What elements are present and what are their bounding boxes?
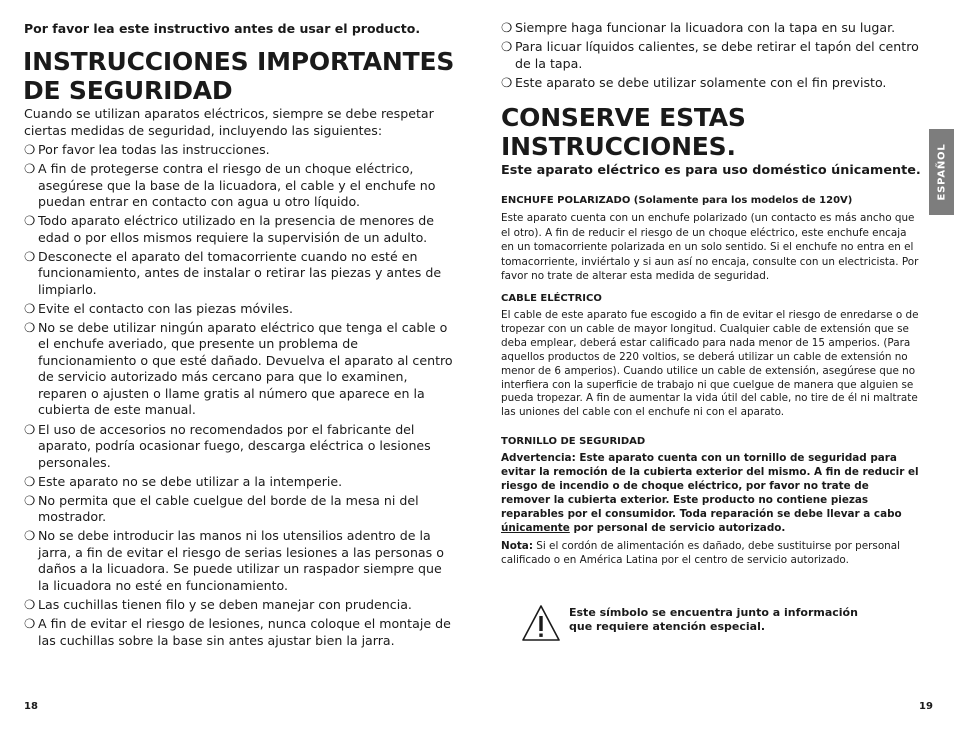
safety-screw-heading: TORNILLO DE SEGURIDAD [501, 436, 646, 447]
bullet-icon: ❍ [24, 421, 36, 437]
bullet-icon: ❍ [24, 300, 36, 316]
page-number-right: 19 [919, 701, 933, 712]
bullet-icon: ❍ [501, 39, 513, 55]
bullet-icon: ❍ [24, 616, 36, 632]
list-item: ❍ Este aparato se debe utilizar solamente con el fin previsto. [501, 74, 887, 90]
warning-triangle-icon [521, 604, 561, 642]
power-cord-text: El cable de este aparato fue escogido a fin de evitar el riesgo de enredarse o de tropezar con un cable de mayor longitud. Cualquier cable de extensión que se deba emplear, deberá estar calificado para nada menor de 15 amperios. (Para aquellos productos de 220 voltios, se deberá utilizar un cable de extensión no menor de 6 amperios). Cuando utilice un cable de extensión, asegúrese que no interfiera con la superficie de trabajo ni que cuelgue de manera que alguien se pueda tropezar. A fin de aumentar la vida útil del cable, no tire de él ni maltrate las uniones del cable con el enchufe ni con el aparato. [501, 309, 919, 419]
list-item: ❍ No permita que el cable cuelgue del borde de la mesa ni del mostrador. [24, 492, 419, 525]
save-heading-line-2: INSTRUCCIONES. [501, 132, 736, 161]
list-item: ❍ No se debe utilizar ningún aparato eléctrico que tenga el cable o el enchufe averiado, que presente un problema de funcionamiento o que esté dañado. Devuelva el aparato al centro de servicio autorizado más cercano para que lo examinen, reparen o ajusten o llame gratis al número que aparece en la cubierta de este manual. [24, 319, 453, 418]
list-item: ❍ Este aparato no se debe utilizar a la intemperie. [24, 473, 343, 489]
bullet-icon: ❍ [24, 492, 36, 508]
lead-notice: Por favor lea este instructivo antes de usar el producto. [24, 21, 421, 36]
bullet-icon: ❍ [24, 142, 36, 157]
safety-list [24, 142, 456, 652]
polarized-plug-heading: ENCHUFE POLARIZADO (Solamente para los modelos de 120V) [501, 195, 853, 206]
bullet-icon: ❍ [24, 596, 36, 612]
list-item: ❍ Las cuchillas tienen filo y se deben manejar con prudencia. [24, 596, 412, 612]
polarized-plug-text: Este aparato cuenta con un enchufe polarizado (un contacto es más ancho que el otro). A fin de reducir el riesgo de un choque eléctrico, este enchufe encaja en un tomacorriente polarizada en un solo sentido. Si el enchufe no entra en el tomacorriente, inviértalo y si aun así no encaja, consulte con un electricista. Por favor no trate de alterar esta medida de seguridad. [501, 212, 919, 283]
bullet-icon: ❍ [24, 473, 36, 489]
safety-heading [23, 47, 454, 105]
list-item: ❍ No se debe introducir las manos ni los utensilios adentro de la jarra, a fin de evitar el riesgo de serias lesiones a las personas o daños a la licuadora. Se puede utilizar un raspador siempre que la licuadora no esté en funcionamiento. [24, 528, 444, 593]
bullet-icon: ❍ [501, 74, 513, 90]
safety-screw-text: Advertencia: Este aparato cuenta con un tornillo de seguridad para evitar la remoción de la cubierta exterior del mismo. A fin de reducir el riesgo de incendio o de choque eléctrico, por favor no trate de remover la cubierta exterior. Este producto no contiene piezas reparables por el consumidor. Toda reparación se debe llevar a cabo únicamente por personal de servicio autorizado. [501, 452, 919, 534]
bullet-icon: ❍ [24, 213, 36, 229]
safety-intro: Cuando se utilizan aparatos eléctricos, siempre se debe respetar ciertas medidas de seguridad, incluyendo las siguientes: [24, 106, 434, 138]
list-item: ❍ Desconecte el aparato del tomacorriente cuando no esté en funcionamiento, antes de instalar o retirar las piezas y antes de limpiarlo. [24, 248, 442, 297]
warning-symbol-caption: Este símbolo se encuentra junto a información que requiere atención especial. [569, 606, 858, 634]
household-use-subtitle: Este aparato eléctrico es para uso doméstico únicamente. [501, 163, 921, 178]
bullet-icon: ❍ [24, 161, 36, 177]
save-heading-line-1: CONSERVE ESTAS [501, 103, 746, 132]
bullet-icon: ❍ [501, 20, 513, 35]
cord-replacement-note: Nota: Si el cordón de alimentación es dañado, debe sustituirse por personal calificado o en América Latina por el centro de servicio autorizado. [501, 540, 901, 566]
safety-heading-line-2: DE SEGURIDAD [23, 76, 233, 105]
safety-heading-line-1: INSTRUCCIONES IMPORTANTES [23, 47, 455, 76]
list-item: ❍ Por favor lea todas las instrucciones. [24, 142, 270, 157]
power-cord-heading: CABLE ELÉCTRICO [501, 293, 602, 304]
language-tab-label: ESPAÑOL [936, 143, 947, 201]
list-item: ❍ A fin de protegerse contra el riesgo de un choque eléctrico, asegúrese que la base de la licuadora, el cable y el enchufe no puedan entrar en contacto con agua u otro líquido. [24, 161, 436, 210]
list-item: ❍ Para licuar líquidos calientes, se debe retirar el tapón del centro de la tapa. [501, 39, 919, 71]
bullet-icon: ❍ [24, 319, 36, 335]
language-tab [929, 129, 954, 215]
list-item: ❍ Todo aparato eléctrico utilizado en la presencia de menores de edad o por ellos mismos requiere la supervisión de un adulto. [24, 213, 434, 245]
safety-list-continued [501, 20, 931, 94]
list-item: ❍ Evite el contacto con las piezas móviles. [24, 300, 293, 316]
list-item: ❍ Siempre haga funcionar la licuadora con la tapa en su lugar. [501, 20, 896, 35]
save-instructions-heading [501, 103, 746, 161]
bullet-icon: ❍ [24, 528, 36, 544]
page-number-left: 18 [24, 701, 38, 712]
list-item: ❍ El uso de accesorios no recomendados por el fabricante del aparato, podría ocasionar fuego, descarga eléctrica o lesiones personales. [24, 421, 431, 470]
list-item: ❍ A fin de evitar el riesgo de lesiones, nunca coloque el montaje de las cuchillas sobre la base sin antes ajustar bien la jarra. [24, 616, 451, 648]
bullet-icon: ❍ [24, 248, 36, 264]
